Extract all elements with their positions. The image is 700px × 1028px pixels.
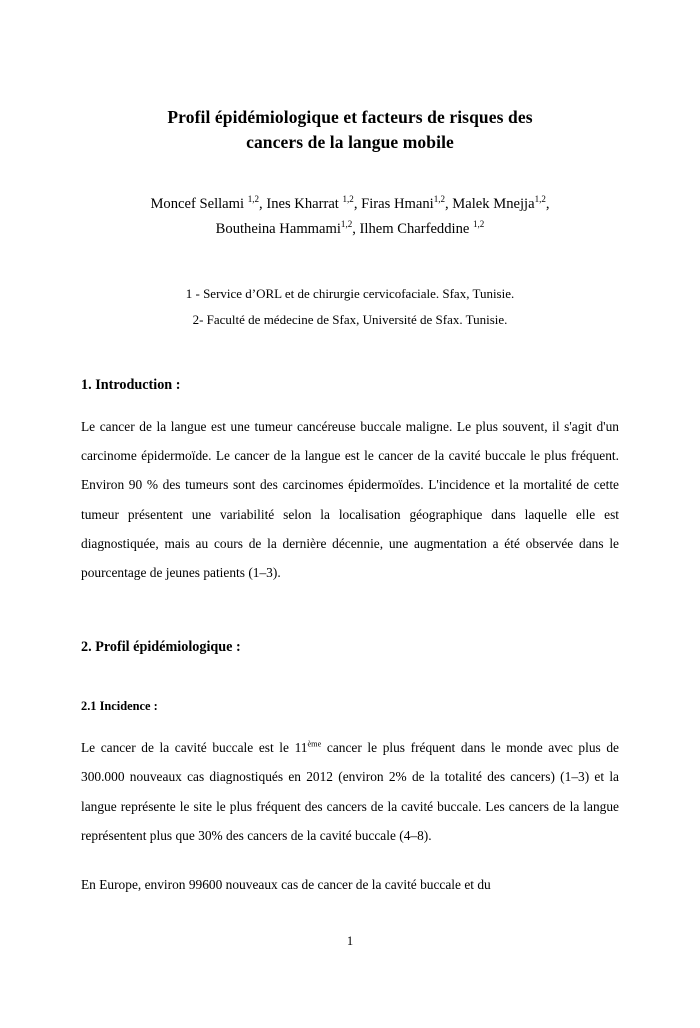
page-number: 1 (346, 934, 354, 948)
paragraph-incidence-2: En Europe, environ 99600 nouveaux cas de cancer de la cavité buccale et du (81, 877, 491, 893)
affiliation-1: 1 - Service d’ORL et de chirurgie cervicofaciale. Sfax, Tunisie. (185, 286, 515, 301)
author-line-1 (81, 192, 619, 217)
author-list (81, 155, 619, 242)
author-sup-6: 1,2 (473, 219, 485, 230)
heading-profil-epidemiologique: 2. Profil épidémiologique : (81, 639, 241, 656)
paragraph-incidence-1 (81, 715, 619, 850)
author-malek-mnejja: , Malek Mnejja (445, 196, 535, 212)
author-ines-kharrat: , Ines Kharrat (259, 196, 343, 212)
heading-introduction: 1. Introduction : (81, 377, 181, 393)
affiliation-2: 2- Faculté de médecine de Sfax, Université de Sfax. Tunisie. (192, 312, 508, 327)
author-line-1-trailing-comma: , (545, 196, 550, 212)
author-line-2 (81, 217, 619, 242)
author-sup-3: 1,2 (433, 194, 445, 205)
paragraph-incidence-1-text-before: Le cancer de la cavité buccale est le 11 (81, 740, 308, 756)
page-title (81, 0, 619, 155)
author-sup-5: 1,2 (340, 219, 353, 230)
author-ilhem-charfeddine: , Ilhem Charfeddine (352, 221, 473, 237)
author-sup-4: 1,2 (534, 194, 546, 205)
page-content-column (81, 0, 619, 899)
paragraph-introduction-1: Le cancer de la langue est une tumeur cancéreuse buccale maligne. Le plus souvent, il s'agit d'un carcinome épidermoïde. Le cancer de la langue est le cancer de la cavité buccale le plus fréquent. Environ 90 % des tumeurs sont des carcinomes épidermoïdes. L'incidence et la mortalité de cette tumeur présentent une variabilité selon la localisation géographique dans laquelle elle est diagnostiquée, mais au cours de la dernière décennie, une augmentation a été observée dans le pourcentage de jeunes patients (1–3). (81, 419, 619, 581)
paragraph-incidence-1-text-after: cancer le plus fréquent dans le monde avec plus de 300.000 nouveaux cas diagnostiqués en 2012 (environ 2% de la totalité des cancers) (1–3) et la langue représente le site le plus fréquent des cancers de la cavité buccale. Les cancers de la langue représentent plus que 30% des cancers de la cavité buccale (4–8). (81, 740, 619, 843)
affiliation-list (81, 242, 619, 333)
heading-incidence: 2.1 Incidence : (81, 699, 158, 714)
author-sup-1: 1,2 (247, 194, 260, 205)
title-line-2: cancers de la langue mobile (246, 132, 454, 152)
author-moncef-sellami: Moncef Sellami (150, 196, 248, 212)
author-firas-hmani: , Firas Hmani (353, 196, 434, 212)
author-sup-2: 1,2 (342, 194, 354, 205)
ordinal-suffix-eme: ème (307, 739, 322, 749)
author-boutheina-hammami: Boutheina Hammami (215, 221, 341, 237)
title-line-1: Profil épidémiologique et facteurs de risques des (167, 107, 533, 127)
